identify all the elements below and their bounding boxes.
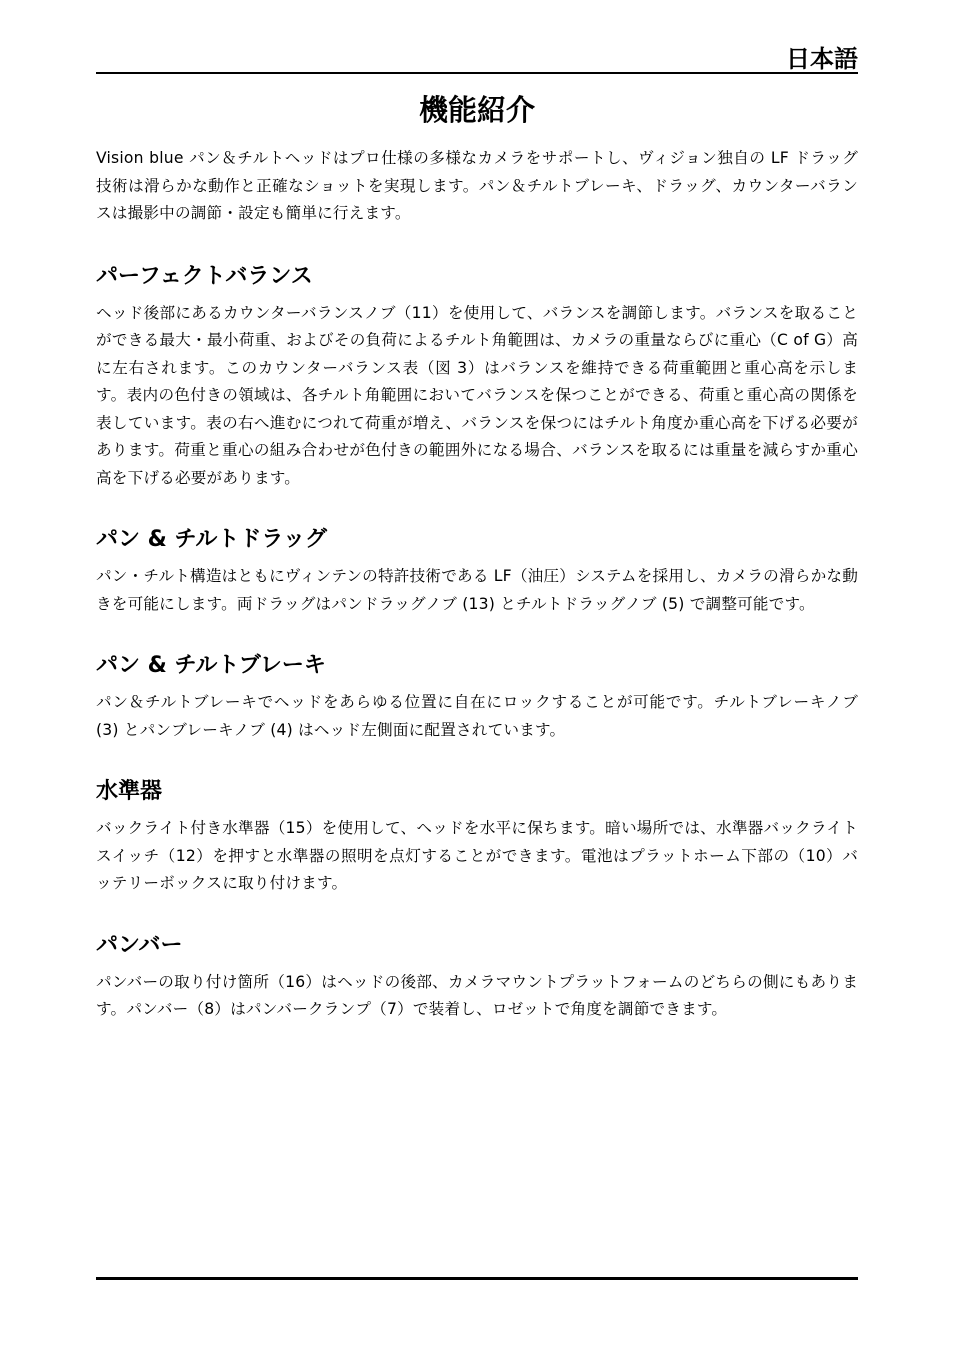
section-body-pan-tilt-drag: パン・チルト構造はともにヴィンテンの特許技術である LF（油圧）システムを採用し、カメラの滑らかな動きを可能にします。両ドラッグはパンドラッグノブ (13) とチルトドラッグノブ (5) で調整可能です。 [96, 567, 858, 613]
intro-paragraph: Vision blue パン＆チルトヘッドはプロ仕様の多様なカメラをサポートし、ヴィジョン独自の LF ドラッグ技術は滑らかな動作と正確なショットを実現します。パン＆チルトブレーキ、ドラッグ、カウンターバランスは撮影中の調節・設定も簡単に行えます。 [96, 149, 858, 222]
document-page [96, 0, 858, 1352]
section-heading-pan-tilt-drag: パン & チルトドラッグ [96, 527, 327, 552]
page-title: 機能紹介 [418, 93, 535, 127]
language-label: 日本語 [786, 45, 858, 73]
section-body-pan-tilt-brake: パン＆チルトブレーキでヘッドをあらゆる位置に自在にロックすることが可能です。チルトブレーキノブ (3) とパンブレーキノブ (4) はヘッド左側面に配置されています。 [96, 693, 858, 739]
footer-rule [96, 1277, 858, 1280]
section-body-perfect-balance: ヘッド後部にあるカウンターバランスノブ（11）を使用して、バランスを調節します。バランスを取ることができる最大・最小荷重、およびその負荷によるチルト角範囲は、カメラの重量ならびに重心（C of G）高に左右されます。このカウンターバランス表（図 3）はバランスを維持できる荷重範囲と重心高を示します。表内の色付きの領域は、各チルト角範囲においてバランスを保つことができる、荷重と重心高の関係を表しています。表の右へ進むにつれて荷重が増え、バランスを保つにはチルト角度か重心高を下げる必要があります。荷重と重心の組み合わせが色付きの範囲外になる場合、バランスを取るには重量を減らすか重心高を下げる必要があります。 [96, 303, 858, 487]
section-heading-level: 水準器 [96, 779, 163, 804]
header-rule [96, 72, 858, 74]
document-body [96, 145, 858, 1024]
section-heading-perfect-balance: パーフェクトバランス [96, 263, 313, 289]
section-body-pan-bar: パンバーの取り付け箇所（16）はヘッドの後部、カメラマウントプラットフォームのどちらの側にもあります。パンバー（8）はパンバークランプ（7）で装着し、ロゼットで角度を調節できます。 [96, 972, 858, 1018]
section-heading-pan-tilt-brake: パン & チルトブレーキ [96, 653, 326, 678]
section-body-level: バックライト付き水準器（15）を使用して、ヘッドを水平に保ちます。暗い場所では、水準器バックライトスイッチ（12）を押すと水準器の照明を点灯することができます。電池はプラットホーム下部の（10）バッテリーボックスに取り付けます。 [96, 819, 858, 892]
section-heading-pan-bar: パンバー [96, 932, 183, 958]
